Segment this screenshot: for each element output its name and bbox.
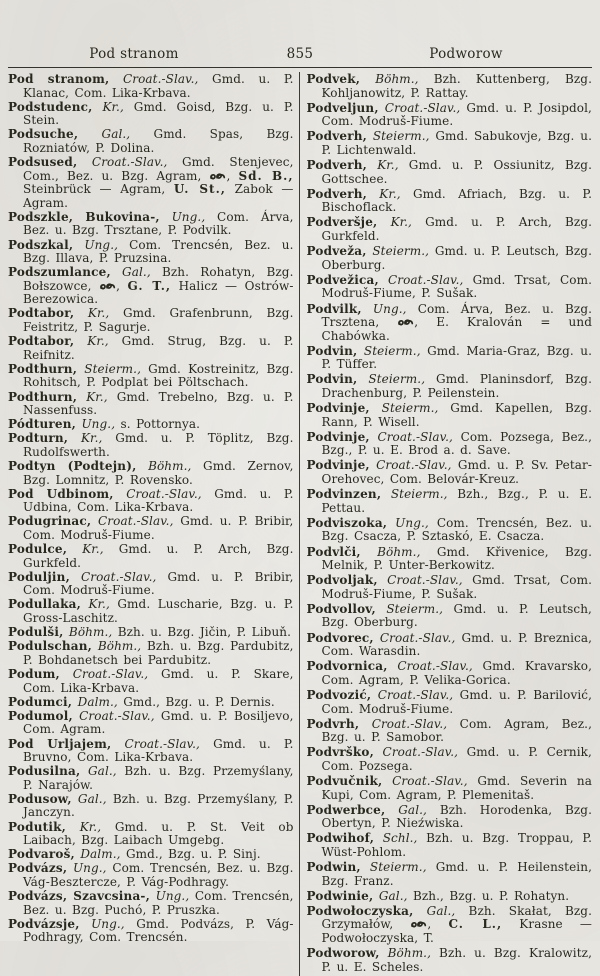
- gazetteer-entry: [8, 543, 294, 570]
- gazetteer-entry: [307, 102, 593, 129]
- region-abbreviation: Steierm.,: [368, 372, 426, 387]
- region-abbreviation: Steierm.,: [363, 343, 421, 358]
- entry-place-name: Podturn,: [8, 431, 69, 446]
- gazetteer-entry: [307, 373, 593, 400]
- entry-description: Com. Pozsega, Bez., Bzg., P. u. E. Brod a. d. Save.: [321, 429, 593, 458]
- entry-description: Gmd. u. P. Leutsch, Bzg. Oberburg.: [321, 244, 592, 272]
- entry-description: Gmd. Goisd, Bzg. u. P. Stein.: [23, 99, 294, 128]
- entry-description: E. Kralován = und Chabówka.: [321, 315, 592, 343]
- gazetteer-entry: [307, 216, 593, 243]
- entry-place-name: Podszkle, Bukovina-,: [8, 209, 160, 224]
- entry-place-name: Podvučnik,: [306, 774, 383, 789]
- entry-place-name: Podthurn,: [8, 389, 78, 404]
- entry-description: Gmd., Bzg. u. P. Sinj.: [125, 847, 261, 862]
- entry-description: Gmd. Grafenbrunn, Bzg. Feistritz, P. Sagurje.: [23, 306, 294, 334]
- gazetteer-entry: [307, 804, 593, 831]
- gazetteer-entry: [307, 488, 593, 515]
- entry-place-name: Podszumlance,: [8, 265, 111, 280]
- running-head-left-keyword: Pod stranom: [89, 46, 179, 62]
- entry-description: Gmd. u. P. Arch, Bzg. Gurkfeld.: [23, 542, 294, 570]
- gazetteer-entry: [8, 307, 294, 334]
- entry-description: Bzh. Rohatyn, Bzg. Bołszowce,: [23, 265, 294, 293]
- entry-description: Bzh. Skałat, Bzg. Grzymałów,: [321, 903, 593, 932]
- entry-place-name: Podworow,: [306, 946, 380, 961]
- region-abbreviation: Croat.-Slav.,: [392, 774, 468, 789]
- entry-place-name: Podvežica,: [306, 272, 379, 287]
- entry-description: Gmd., Bzg. u. P. Dernis.: [123, 694, 275, 709]
- gazetteer-entry: Podszumlance, Gal., Bzh. Rohatyn, Bzg. Bołszowce, , G. T., Halicz — Ostrów-Berezowica.: [8, 265, 294, 307]
- gazetteer-entry: [307, 130, 593, 157]
- gazetteer-entry: [8, 488, 294, 515]
- entry-description: Gmd. Planinsdorf, Bzg. Drachenburg, P. Peilenstein.: [321, 372, 592, 400]
- entry-place-name: Podsuche,: [8, 127, 79, 142]
- region-abbreviation: Croat.-Slav.,: [124, 736, 200, 751]
- entry-place-name: Pod Urljajem,: [8, 736, 112, 751]
- entry-description: Com. Trencsén, Bez. u. Bzg. Vág-Besztercze, P. Vág-Podhragy.: [23, 861, 294, 889]
- entry-place-name: Podusow,: [8, 791, 72, 806]
- region-abbreviation: Kr.,: [87, 306, 110, 321]
- entry-place-name: Podwołoczyska,: [306, 903, 414, 918]
- railway-line-abbreviation: C. L.,: [448, 917, 503, 932]
- entry-place-name: Podveršje,: [306, 215, 378, 230]
- gazetteer-entry: [307, 345, 593, 372]
- entry-place-name: Podvlči,: [306, 544, 361, 559]
- entry-description: Bzh. u. Bzg. Przemyślany, P. Janczyn.: [23, 791, 294, 820]
- entry-place-name: Pódturen,: [8, 417, 77, 432]
- entry-place-name: Podverh,: [306, 129, 368, 144]
- region-abbreviation: Steierm.,: [369, 860, 427, 875]
- entry-description: Com. Árva, Bez. u. Bzg. Trsztena,: [321, 301, 593, 330]
- entry-description: Gmd. u. P. Josipdol, Com. Modruš-Fiume.: [321, 100, 592, 129]
- entry-place-name: Podulschan,: [8, 639, 93, 654]
- entry-description: Gmd. u. P. Bosiljevo, Com. Agram.: [23, 708, 294, 737]
- entry-place-name: Podwin,: [306, 860, 361, 875]
- gazetteer-entry: [8, 626, 294, 640]
- region-abbreviation: Gal.,: [378, 888, 408, 903]
- region-abbreviation: Croat.-Slav.,: [387, 272, 464, 287]
- region-abbreviation: Croat.-Slav.,: [79, 708, 155, 723]
- telegraph-icon: [410, 920, 427, 929]
- entry-description: Bzh. u. Bzg. Jičin, P. Libuň.: [117, 625, 292, 640]
- entry-place-name: Pod Udbinom,: [8, 486, 114, 501]
- gazetteer-entry: [307, 660, 593, 687]
- gazetteer-entry: [8, 211, 294, 238]
- gazetteer-entry: [8, 515, 294, 542]
- entry-description: Gmd. Trsat, Com. Modruš-Fiume, P. Sušak.: [321, 272, 592, 301]
- region-abbreviation: Gal.,: [88, 764, 117, 779]
- region-abbreviation: Croat.-Slav.,: [80, 569, 157, 584]
- gazetteer-entry: [8, 391, 294, 418]
- gazetteer-entry: [8, 848, 294, 862]
- entry-place-name: Podwihof,: [306, 831, 375, 846]
- gazetteer-entry: [307, 188, 593, 215]
- region-abbreviation: Kr.,: [79, 819, 102, 834]
- running-head: [8, 0, 592, 62]
- entry-description: Steinbrück — Agram,: [23, 182, 166, 197]
- railway-line-abbreviation: G. T.,: [127, 278, 172, 293]
- entry-place-name: Podtabor,: [8, 334, 75, 349]
- region-abbreviation: Croat.-Slav.,: [397, 659, 473, 674]
- entry-description: Gmd. Strug, Bzg. u. P. Reifnitz.: [23, 334, 294, 362]
- entry-place-name: Podvornica,: [306, 659, 388, 674]
- right-column: [300, 72, 593, 976]
- region-abbreviation: Schl.,: [382, 831, 418, 846]
- region-abbreviation: Kr.,: [86, 389, 108, 404]
- region-abbreviation: Croat.-Slav.,: [387, 573, 463, 588]
- gazetteer-entry: [8, 239, 294, 266]
- region-abbreviation: Ung.,: [91, 916, 125, 931]
- entry-place-name: Podthurn,: [8, 361, 78, 376]
- region-abbreviation: Kr.,: [88, 597, 110, 612]
- gazetteer-entry: [307, 947, 593, 974]
- gazetteer-entry: [307, 632, 593, 659]
- region-abbreviation: Kr.,: [102, 99, 124, 114]
- region-abbreviation: Steierm.,: [372, 129, 430, 144]
- entry-description: Bzh. Kuttenberg, Bzg. Kohljanowitz, P. Rattay.: [321, 72, 592, 100]
- entry-place-name: Podverh,: [306, 186, 368, 201]
- entry-description: Gmd. Afriach, Bzg. u. P. Bischoflack.: [321, 186, 592, 215]
- gazetteer-entry: [307, 546, 593, 573]
- entry-description: Zabok — Agram.: [23, 182, 294, 210]
- gazetteer-entry: [8, 890, 294, 917]
- region-abbreviation: Ung.,: [155, 889, 190, 904]
- region-abbreviation: Steierm.,: [84, 361, 141, 376]
- region-abbreviation: Kr.,: [390, 215, 412, 230]
- gazetteer-entry: [307, 689, 593, 716]
- page-number: 855: [286, 46, 314, 62]
- telegraph-icon: [99, 282, 116, 291]
- entry-description: Gmd. Trebelno, Bzg. u. P. Nassenfuss.: [23, 389, 294, 418]
- entry-place-name: Podstudenc,: [8, 99, 93, 114]
- region-abbreviation: Dalm.,: [80, 847, 121, 862]
- region-abbreviation: Gal.,: [122, 265, 151, 280]
- region-abbreviation: Croat.-Slav.,: [379, 630, 456, 645]
- railway-line-abbreviation: U. St.,: [173, 182, 226, 197]
- region-abbreviation: Croat.-Slav.,: [72, 666, 149, 681]
- entry-description: Gmd. u. P. Sv. Petar-Orehovec, Com. Belovár-Kreuz.: [321, 458, 592, 487]
- region-abbreviation: Gal.,: [398, 802, 427, 817]
- gazetteer-entry: [8, 821, 294, 848]
- entry-place-name: Podugrinac,: [8, 514, 92, 529]
- gazetteer-entry: [307, 832, 593, 859]
- gazetteer-entry: [307, 159, 593, 186]
- entry-place-name: Podvázs, Szavcsina-,: [8, 889, 150, 904]
- entry-description: Gmd. u. P. Bribir, Com. Modruš-Fiume.: [23, 514, 294, 542]
- entry-description: Gmd. u. P. Skare, Com. Lika-Krbava.: [23, 666, 294, 695]
- entry-place-name: Podvinje,: [306, 458, 370, 473]
- gazetteer-entry: [307, 274, 593, 301]
- gazetteer-entry: [307, 574, 593, 601]
- gazetteer-entry: [8, 793, 294, 820]
- left-column: [8, 72, 299, 976]
- region-abbreviation: Ung.,: [72, 861, 107, 876]
- region-abbreviation: Croat.-Slav.,: [382, 745, 459, 760]
- telegraph-icon: [397, 318, 414, 327]
- gazetteer-entry: [307, 431, 593, 458]
- entry-place-name: Podullaka,: [8, 597, 81, 612]
- gazetteer-entry: Podsused, Croat.-Slav., Gmd. Stenjevec, Com., Bez. u. Bzg. Agram, , Sd. B., Steinbrück — Agram, U. St., Zabok — Agram.: [8, 155, 294, 210]
- gazetteer-entry: [8, 418, 294, 432]
- entry-description: Bzh. u. Bzg. Pardubitz, P. Bohdanetsch bei Pardubitz.: [23, 639, 294, 667]
- entry-place-name: Podtyn (Podtejn),: [8, 459, 137, 474]
- entry-description: Bzh. u. Bzg. Kralowitz, P. u. E. Scheles.: [321, 946, 592, 974]
- gazetteer-entry: [307, 245, 593, 272]
- entry-description: Gmd. u. P. Bruvno, Com. Lika-Krbava.: [23, 736, 294, 765]
- gazetteer-entry: [307, 517, 593, 544]
- entry-description: Gmd. u. P. Cernik, Com. Pozsega.: [321, 745, 592, 773]
- region-abbreviation: Gal.,: [426, 903, 456, 918]
- region-abbreviation: Croat.-Slav.,: [371, 716, 448, 731]
- region-abbreviation: Ung.,: [171, 209, 206, 224]
- entry-place-name: Podvilk,: [306, 301, 362, 316]
- entry-description: Gmd. u. P. Barilović, Com. Modruš-Fiume.: [321, 687, 592, 716]
- region-abbreviation: Croat.-Slav.,: [384, 100, 461, 115]
- region-abbreviation: Ung.,: [395, 515, 429, 530]
- entry-description: Gmd. u. P. Leutsch, Bzg. Oberburg.: [321, 601, 592, 630]
- region-abbreviation: Croat.-Slav.,: [122, 72, 199, 86]
- entry-description: Bzh. Horodenka, Bzg. Obertyn, P. Nieźwiska.: [321, 802, 592, 831]
- region-abbreviation: Croat.-Slav.,: [377, 429, 453, 444]
- gazetteer-entry: [8, 101, 294, 128]
- entry-place-name: Podviszoka,: [306, 515, 388, 530]
- region-abbreviation: Croat.-Slav.,: [98, 514, 174, 529]
- entry-description: Krasne — Podwołoczyska, T.: [321, 917, 592, 946]
- entry-place-name: Podumol,: [8, 708, 73, 723]
- entry-place-name: Podulce,: [8, 542, 68, 557]
- region-abbreviation: Böhm.,: [68, 625, 113, 640]
- region-abbreviation: Kr.,: [82, 542, 104, 557]
- entry-place-name: Podutik,: [8, 819, 67, 834]
- railway-line-abbreviation: Sd. B.,: [238, 168, 294, 183]
- entry-description: Gmd. u. P. Töplitz, Bzg. Rudolfswerth.: [23, 431, 294, 459]
- entry-place-name: Podvrh,: [306, 716, 360, 731]
- region-abbreviation: Steierm.,: [390, 487, 448, 502]
- region-abbreviation: Kr.,: [87, 334, 109, 349]
- entry-place-name: Podvinje,: [306, 429, 370, 444]
- region-abbreviation: Ung.,: [81, 417, 116, 432]
- gazetteer-entry: [307, 459, 593, 486]
- entry-description: Com. Trencsén, Bez. u. Bzg. Csacza, P. Sztaskó, E. Csacza.: [321, 515, 592, 544]
- entry-description: Gmd. Křivenice, Bzg. Melnik, P. Unter-Berkowitz.: [321, 544, 592, 573]
- entry-place-name: Podusilna,: [8, 764, 81, 779]
- entry-place-name: Podvázsje,: [8, 916, 80, 931]
- telegraph-icon: [209, 172, 226, 181]
- entry-description: Bzh. u. Bzg. Przemyślany, P. Narajów.: [23, 764, 294, 792]
- entry-description: Gmd. u. P. Bribir, Com. Modruš-Fiume.: [23, 569, 294, 598]
- entry-description: Gmd. Podvázs, P. Vág-Podhragy, Com. Trencsén.: [23, 916, 294, 945]
- entry-description: Gmd. u. P. Arch, Bzg. Gurkfeld.: [321, 215, 593, 243]
- entry-place-name: Podvin,: [306, 372, 358, 387]
- entry-description: Gmd. u. P. Klanac, Com. Lika-Krbava.: [23, 72, 294, 100]
- gazetteer-entry: [307, 718, 593, 745]
- entry-description: Gmd. Severin na Kupi, Com. Agram, P. Plemenitaš.: [321, 774, 593, 802]
- entry-place-name: Pod stranom,: [8, 72, 110, 86]
- region-abbreviation: Kr.,: [377, 158, 399, 173]
- gazetteer-entry: [307, 775, 593, 802]
- gazetteer-entry: [8, 640, 294, 667]
- entry-description: Bzh., Bzg. u. P. Rohatyn.: [412, 888, 570, 903]
- entry-place-name: Podvoljak,: [306, 573, 378, 588]
- region-abbreviation: Ung.,: [84, 237, 119, 252]
- entry-place-name: Podtabor,: [8, 306, 75, 321]
- gazetteer-entry: Podvilk, Ung., Com. Árva, Bez. u. Bzg. Trsztena, , E. Kralován = und Chabówka.: [306, 301, 593, 343]
- region-abbreviation: Kr.,: [80, 431, 103, 446]
- running-head-right-keyword: Podworow: [429, 46, 503, 62]
- region-abbreviation: Böhm.,: [375, 72, 419, 86]
- gazetteer-entry: [8, 598, 294, 625]
- gazetteer-entry: [8, 571, 294, 598]
- gazetteer-entry: [8, 765, 294, 792]
- gazetteer-entry: [8, 432, 294, 459]
- entry-place-name: Podwinie,: [306, 888, 374, 903]
- entry-place-name: Podveljun,: [306, 100, 379, 115]
- entry-description: Bzh. u. Bzg. Troppau, P. Wüst-Pohlom.: [321, 831, 592, 859]
- gazetteer-entry: [307, 402, 593, 429]
- entry-place-name: Podvorec,: [306, 630, 374, 645]
- entry-description: Gmd. Kapellen, Bzg. Rann, P. Wisell.: [321, 401, 592, 429]
- entry-place-name: Poduljin,: [8, 569, 70, 584]
- entry-description: Gmd. Zernov, Bzg. Lomnitz, P. Rovensko.: [23, 459, 294, 487]
- gazetteer-entry: [8, 738, 294, 765]
- entry-description: Gmd. u. P. Udbina, Com. Lika-Krbava.: [23, 486, 294, 515]
- entry-place-name: Podvrško,: [306, 745, 374, 760]
- gazetteer-entry: [307, 73, 593, 100]
- entry-place-name: Podum,: [8, 666, 60, 681]
- entry-place-name: Podumci,: [8, 694, 73, 709]
- gazetteer-entry: [8, 128, 294, 155]
- entry-description: Com. Trencsén, Bez. u. Bzg. Puchó, P. Pruszka.: [23, 889, 294, 917]
- gazetteer-entry: Podwołoczyska, Gal., Bzh. Skałat, Bzg. Grzymałów, , C. L., Krasne — Podwołoczyska, T.: [306, 903, 593, 946]
- header-rule: [8, 67, 592, 68]
- entry-description: Gmd. u. P. Breznica, Com. Warasdin.: [321, 630, 593, 659]
- entry-place-name: Podvaroš,: [8, 847, 75, 862]
- entry-description: Gmd. u. P. Ossiunitz, Bzg. Gottschee.: [321, 158, 592, 186]
- region-abbreviation: Ung.,: [372, 301, 407, 316]
- region-abbreviation: Steierm.,: [386, 601, 444, 616]
- gazetteer-entry: [8, 696, 294, 710]
- entry-description: s. Pottornya.: [120, 417, 201, 432]
- region-abbreviation: Böhm.,: [148, 459, 192, 474]
- region-abbreviation: Böhm.,: [97, 639, 142, 654]
- region-abbreviation: Steierm.,: [372, 244, 430, 259]
- entry-place-name: Podvin,: [306, 343, 358, 358]
- region-abbreviation: Croat.-Slav.,: [376, 458, 452, 473]
- entry-description: Com. Árva, Bez. u. Bzg. Trsztane, P. Podvilk.: [23, 209, 294, 238]
- gazetteer-entry: [307, 603, 593, 630]
- region-abbreviation: Croat.-Slav.,: [91, 155, 168, 170]
- region-abbreviation: Croat.-Slav.,: [377, 687, 454, 702]
- entry-description: Gmd. Trsat, Com. Modruš-Fiume, P. Sušak.: [321, 573, 593, 601]
- entry-place-name: Podvozić,: [306, 687, 372, 702]
- entry-description: Gmd. Luscharie, Bzg. u. P. Gross-Laschitz.: [23, 597, 294, 626]
- gazetteer-entry: [307, 890, 593, 904]
- entry-description: Gmd. u. P. Heilenstein, Bzg. Franz.: [321, 860, 592, 888]
- entry-place-name: Podsused,: [8, 155, 78, 170]
- entry-place-name: Podwerbce,: [306, 802, 386, 817]
- entry-place-name: Podvinzen,: [306, 487, 382, 502]
- region-abbreviation: Croat.-Slav.,: [126, 486, 202, 501]
- entry-description: Gmd. Stenjevec, Com., Bez. u. Bzg. Agram,: [23, 155, 294, 183]
- region-abbreviation: Kr.,: [379, 186, 401, 201]
- gazetteer-entry: [8, 73, 294, 100]
- region-abbreviation: Böhm.,: [387, 946, 432, 961]
- entry-place-name: Podveža,: [306, 244, 367, 259]
- entry-description: Gmd. Kravarsko, Com. Agram, P. Velika-Gorica.: [321, 659, 592, 687]
- region-abbreviation: Dalm.,: [77, 694, 118, 709]
- entry-place-name: Podulši,: [8, 625, 64, 640]
- gazetteer-entry: [8, 335, 294, 362]
- entry-description: Gmd. Kostreinitz, Bzg. Rohitsch, P. Podplat bei Pöltschach.: [23, 361, 294, 390]
- region-abbreviation: Gal.,: [101, 127, 131, 142]
- gazetteer-entry: [307, 746, 593, 773]
- entry-description: Bzh., Bzg., P. u. E. Pettau.: [321, 487, 592, 515]
- entry-description: Halicz — Ostrów-Berezowica.: [23, 278, 294, 307]
- entry-description: Com. Trencsén, Bez. u. Bzg. Illava, P. Pruzsina.: [23, 237, 294, 266]
- gazetteer-entry: [307, 861, 593, 888]
- entry-place-name: Podvollov,: [306, 601, 376, 616]
- gazetteer-entry: [8, 862, 294, 889]
- entry-place-name: Podverh,: [306, 158, 368, 173]
- entry-place-name: Podvek,: [306, 72, 361, 86]
- entry-place-name: Podvinje,: [306, 401, 370, 416]
- gazetteer-entry: [8, 460, 294, 487]
- entry-place-name: Podszkal,: [8, 237, 74, 252]
- entry-description: Com. Agram, Bez., Bzg. u. P. Samobor.: [321, 716, 593, 745]
- entry-description: Gmd. Spas, Bzg. Rozniatów, P. Dolina.: [23, 127, 294, 155]
- entry-place-name: Podvázs,: [8, 861, 68, 876]
- region-abbreviation: Gal.,: [77, 791, 107, 806]
- entry-description: Gmd. Sabukovje, Bzg. u. P. Lichtenwald.: [321, 129, 592, 157]
- entry-description: Gmd. u. P. St. Veit ob Laibach, Bzg. Laibach Umgebg.: [23, 819, 294, 848]
- region-abbreviation: Böhm.,: [377, 544, 421, 559]
- region-abbreviation: Steierm.,: [381, 401, 439, 416]
- gazetteer-entry: [8, 668, 294, 695]
- gazetteer-entry: [8, 710, 294, 737]
- gazetteer-entry: [8, 363, 294, 390]
- two-column-body: [8, 72, 592, 976]
- entry-description: Gmd. Maria-Graz, Bzg. u. P. Tüffer.: [321, 343, 592, 372]
